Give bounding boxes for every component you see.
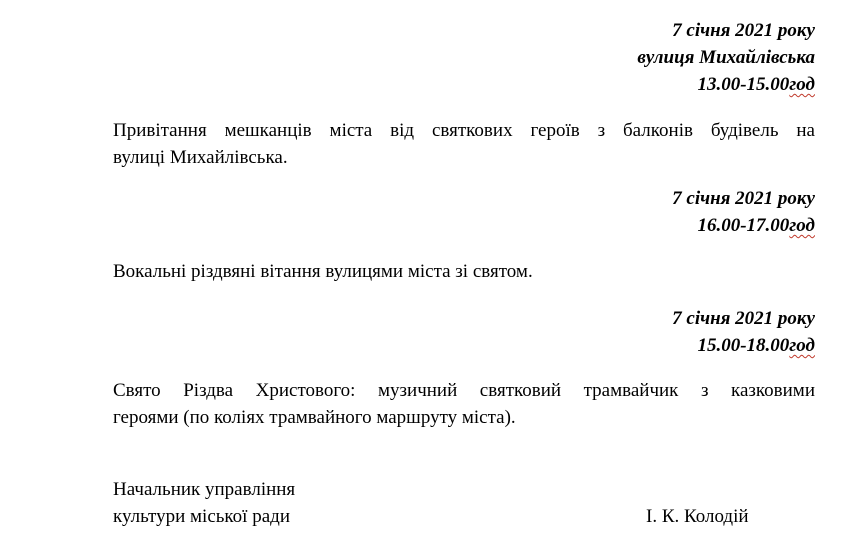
event-3-time-line — [113, 332, 815, 359]
event-2-time-unit: год — [789, 215, 815, 236]
event-1-place: вулиця Михайлівська — [637, 47, 815, 68]
event-3-time-unit: год — [789, 335, 815, 356]
signature-position — [113, 476, 295, 530]
event-3-description — [113, 377, 815, 431]
event-1-description — [113, 117, 815, 171]
event-1-time-line — [113, 71, 815, 98]
event-2-header — [113, 185, 815, 239]
event-1-time-unit: год — [789, 74, 815, 95]
event-2-time: 16.00-17.00 — [697, 215, 790, 236]
event-1-time: 13.00-15.00 — [697, 74, 790, 95]
event-1-date: 7 січня 2021 року — [672, 20, 815, 41]
event-2-time-line — [113, 212, 815, 239]
signature-position-line-1: Начальник управління — [113, 479, 296, 500]
event-2-date: 7 січня 2021 року — [672, 188, 815, 209]
event-1-header — [113, 17, 815, 98]
event-3-description-line-1: Свято Різдва Христового: музичний святковий трамвайчик з казковими — [113, 380, 815, 401]
event-3-date: 7 січня 2021 року — [672, 308, 815, 329]
signature-name: І. К. Колодій — [646, 506, 749, 527]
event-1-description-line-2: вулиці Михайлівська. — [113, 147, 288, 168]
event-3-header — [113, 305, 815, 359]
event-3-description-line-2: героями (по коліях трамвайного маршруту міста). — [113, 407, 516, 428]
event-3-time: 15.00-18.00 — [697, 335, 790, 356]
signature-position-line-2: культури міської ради — [113, 506, 290, 527]
event-2-description: Вокальні різдвяні вітання вулицями міста зі святом. — [113, 261, 533, 282]
event-1-description-line-1: Привітання мешканців міста від святкових героїв з балконів будівель на — [113, 120, 815, 141]
